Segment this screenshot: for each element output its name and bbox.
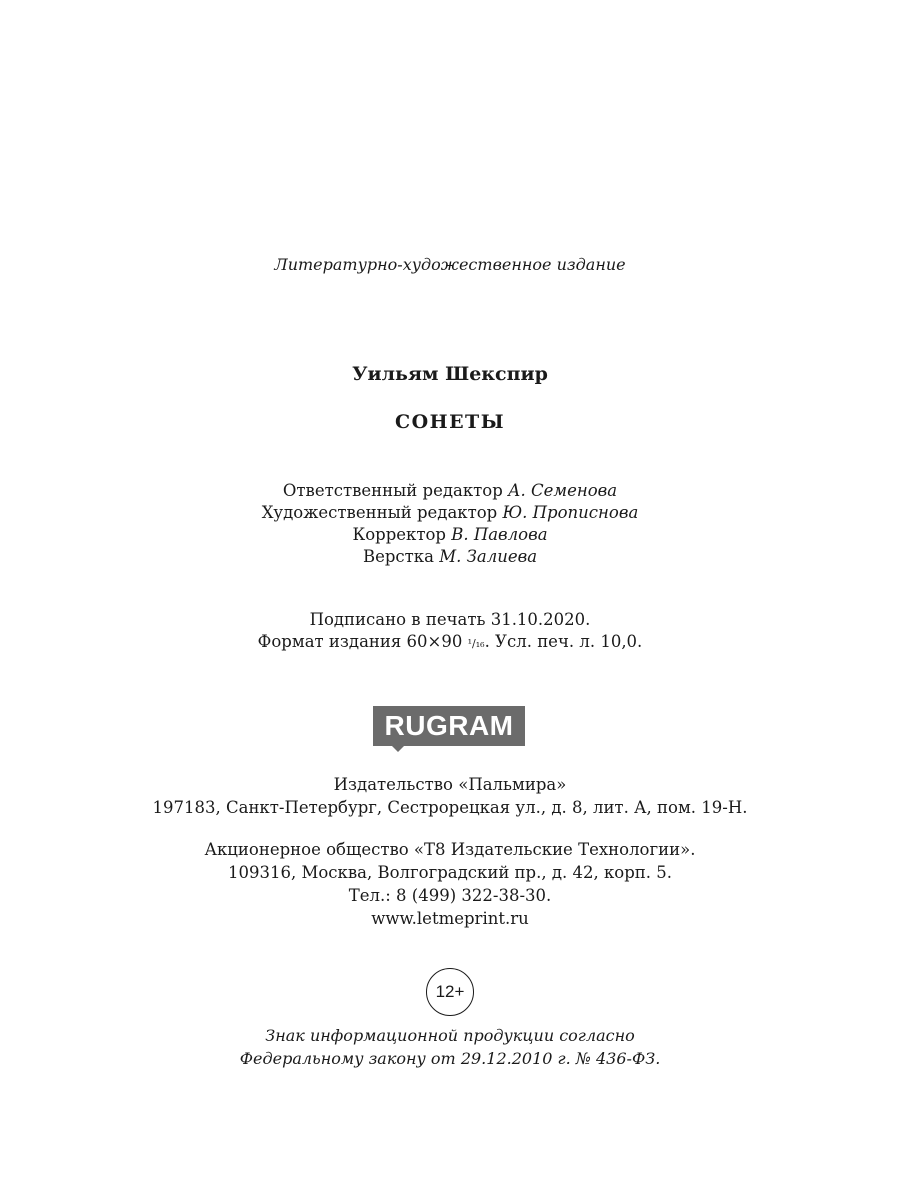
printer-block: [0, 838, 900, 930]
credit-role: Корректор: [352, 525, 446, 544]
credit-row: [0, 502, 900, 524]
law-note-line: Знак информационной продукции согласно: [265, 1026, 635, 1045]
age-rating-badge: 12+: [426, 968, 474, 1016]
credit-row: [0, 480, 900, 502]
credit-role: Верстка: [362, 547, 434, 566]
printer-address: 109316, Москва, Волгоградский пр., д. 42, корп. 5.: [227, 863, 673, 882]
credit-name: М. Залиева: [439, 547, 538, 566]
credit-row: [0, 524, 900, 546]
print-info-block: [0, 609, 900, 655]
edition-type: Литературно-художественное издание: [274, 255, 626, 274]
law-note-line: Федеральному закону от 29.12.2010 г. № 436-ФЗ.: [239, 1049, 661, 1068]
credit-role: Ответственный редактор: [282, 481, 503, 500]
publisher-block: [0, 773, 900, 819]
publisher-address: 197183, Санкт-Петербург, Сестрорецкая ул., д. 8, лит. А, пом. 19-Н.: [152, 798, 748, 817]
credit-role: Художественный редактор: [261, 503, 498, 522]
format-suffix: . Усл. печ. л. 10,0.: [484, 632, 643, 651]
credit-row: [0, 546, 900, 568]
publisher-name: Издательство «Пальмира»: [333, 775, 567, 794]
rugram-logo: RUGRAM: [373, 706, 525, 746]
credit-name: В. Павлова: [451, 525, 548, 544]
format-info: [0, 631, 900, 655]
credit-name: А. Семенова: [508, 481, 618, 500]
format-fraction: ¹/₁₆: [467, 637, 485, 650]
credits-block: [0, 480, 900, 568]
printer-website: www.letmeprint.ru: [371, 909, 529, 928]
credit-name: Ю. Прописнова: [502, 503, 639, 522]
format-prefix: Формат издания 60×90: [257, 632, 468, 651]
signed-date: Подписано в печать 31.10.2020.: [309, 610, 591, 629]
printer-name: Акционерное общество «Т8 Издательские Технологии».: [204, 840, 696, 859]
author-name: Уильям Шекспир: [352, 363, 548, 385]
law-note: [0, 1024, 900, 1070]
printer-phone: Тел.: 8 (499) 322-38-30.: [348, 886, 552, 905]
logo-notch: [392, 746, 404, 752]
book-title: СОНЕТЫ: [394, 411, 506, 433]
